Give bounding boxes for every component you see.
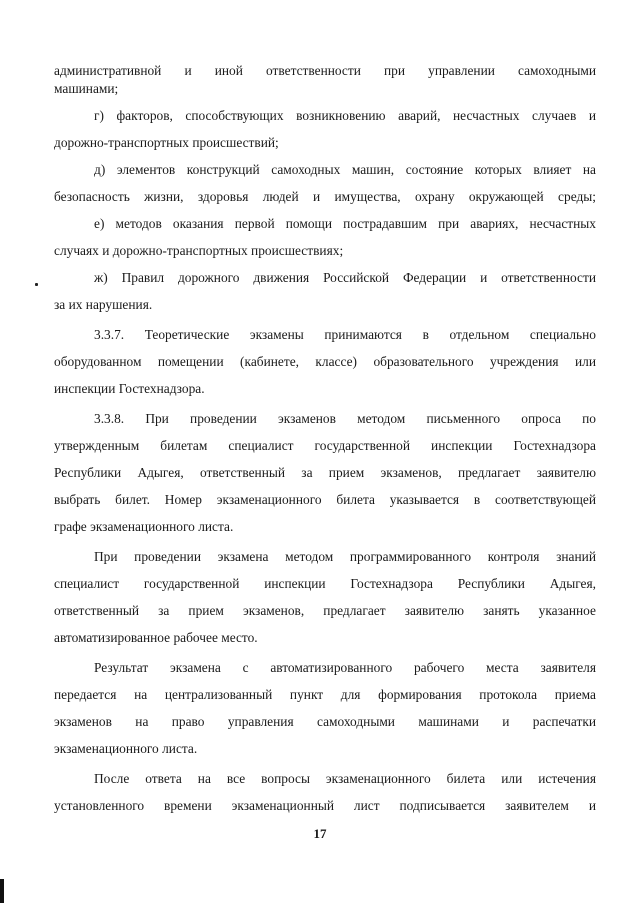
text-line: ответственный за прием экзаменов, предлагает заявителю занять указанное [54, 603, 596, 618]
document-body [54, 62, 596, 815]
paragraph-after-answer: После ответа на все вопросы экзаменационного билета или истечения [94, 771, 596, 786]
scan-edge-mark [0, 879, 4, 903]
text-line: административной и иной ответственности при управлении самоходными [54, 63, 596, 78]
text-line: случаях и дорожно-транспортных происшествиях; [54, 243, 344, 258]
text-line: установленного времени экзаменационный лист подписывается заявителем и [54, 798, 596, 813]
list-item-d: д) элементов конструкций самоходных машин, состояние которых влияет на [94, 162, 596, 177]
paragraph-programmed-control: При проведении экзамена методом программированного контроля знаний [94, 549, 596, 564]
text-line: экзаменов на право управления самоходными машинами и распечатки [54, 714, 596, 729]
text-line: специалист государственной инспекции Гостехнадзора Республики Адыгея, [54, 576, 596, 591]
text-line: за их нарушения. [54, 297, 153, 312]
paragraph-exam-result: Результат экзамена с автоматизированного рабочего места заявителя [94, 660, 596, 675]
text-line: выбрать билет. Номер экзаменационного билета указывается в соответствующей [54, 492, 596, 507]
text-line: графе экзаменационного листа. [54, 519, 234, 534]
text-line: автоматизированное рабочее место. [54, 630, 258, 645]
text-line: оборудованном помещении (кабинете, классе) образовательного учреждения или [54, 354, 596, 369]
text-line: передается на централизованный пункт для формирования протокола приема [54, 687, 596, 702]
text-line: утвержденным билетам специалист государственной инспекции Гостехнадзора [54, 438, 596, 453]
page-number: 17 [313, 826, 327, 841]
section-3-3-7: 3.3.7. Теоретические экзамены принимаются в отдельном специально [94, 327, 596, 342]
text-line: безопасность жизни, здоровья людей и имущества, охрану окружающей среды; [54, 189, 596, 204]
text-line: Республики Адыгея, ответственный за прием экзаменов, предлагает заявителю [54, 465, 596, 480]
scan-speck [35, 283, 38, 286]
list-item-zh: ж) Правил дорожного движения Российской Федерации и ответственности [94, 270, 596, 285]
section-3-3-8: 3.3.8. При проведении экзаменов методом письменного опроса по [94, 411, 596, 426]
list-item-g: г) факторов, способствующих возникновению аварий, несчастных случаев и [94, 108, 596, 123]
text-line: дорожно-транспортных происшествий; [54, 135, 279, 150]
text-line: инспекции Гостехнадзора. [54, 381, 205, 396]
text-line: машинами; [54, 81, 119, 96]
list-item-e: е) методов оказания первой помощи пострадавшим при авариях, несчастных [94, 216, 596, 231]
text-line: экзаменационного листа. [54, 741, 198, 756]
